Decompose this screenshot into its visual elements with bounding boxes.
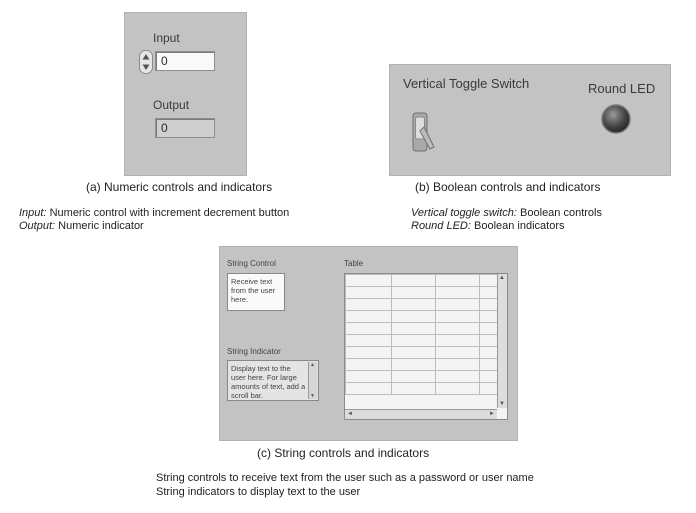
scroll-down-icon[interactable]: ▼: [499, 401, 505, 407]
scroll-up-icon[interactable]: ▲: [499, 275, 505, 281]
vertical-toggle-switch[interactable]: [412, 109, 438, 157]
string-indicator: [227, 360, 319, 401]
string-note-controls: String controls to receive text from the user such as a password or user name: [156, 472, 534, 484]
toggle-switch-label: Vertical Toggle Switch: [403, 76, 530, 91]
input-numeric-control[interactable]: 0: [155, 51, 215, 71]
scroll-left-icon[interactable]: ◄: [347, 411, 353, 417]
scroll-right-icon[interactable]: ►: [489, 411, 495, 417]
numeric-panel: [124, 12, 247, 176]
round-led-label: Round LED: [588, 81, 656, 96]
string-indicator-text: Display text to the user here. For large amounts of text, add a scroll bar.: [231, 364, 306, 399]
boolean-note-led: Round LED: Boolean indicators: [411, 220, 565, 232]
string-control-label: String Control: [227, 259, 276, 268]
table-label: Table: [344, 259, 364, 268]
string-panel: [219, 246, 518, 441]
string-caption: (c) String controls and indicators: [257, 446, 430, 460]
string-indicator-label: String Indicator: [227, 347, 281, 356]
round-led: [600, 103, 632, 135]
numeric-note-output: Output: Numeric indicator: [19, 220, 144, 232]
string-indicator-scrollbar[interactable]: ▲ ▼: [308, 362, 317, 399]
string-note-indicators: String indicators to display text to the user: [156, 486, 361, 498]
table-vertical-scrollbar[interactable]: [497, 274, 507, 408]
boolean-panel: [389, 64, 671, 176]
string-control[interactable]: Receive text from the user here.: [227, 273, 285, 311]
boolean-caption: (b) Boolean controls and indicators: [415, 180, 601, 194]
output-numeric-indicator: 0: [155, 118, 215, 138]
table-horizontal-scrollbar[interactable]: [345, 409, 497, 419]
table-control[interactable]: [344, 273, 508, 420]
numeric-note-input: Input: Numeric control with increment decrement button: [19, 207, 290, 219]
increment-decrement-icon[interactable]: [139, 50, 153, 74]
input-label: Input: [153, 31, 180, 45]
boolean-note-toggle: Vertical toggle switch: Boolean controls: [411, 207, 602, 219]
output-label: Output: [153, 98, 190, 112]
numeric-caption: (a) Numeric controls and indicators: [86, 180, 273, 194]
table-grid: [345, 274, 498, 395]
